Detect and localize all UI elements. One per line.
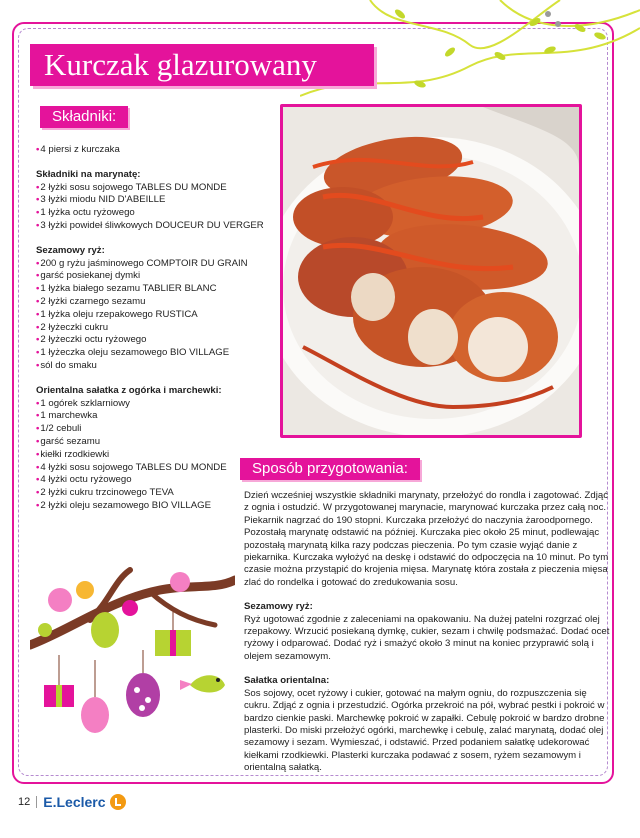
ingredient-item	[36, 449, 268, 462]
ingredient-text: garść posiekanej dymki	[40, 270, 141, 282]
ingredient-item	[36, 436, 268, 449]
ingredient-text: 1 łyżka octu ryżowego	[40, 207, 135, 219]
ingredient-text: 2 łyżeczki octu ryżowego	[40, 334, 147, 346]
method-heading: Sposób przygotowania:	[240, 458, 420, 480]
bullet-icon: •	[36, 321, 40, 333]
method-block-heading: Sezamowy ryż:	[244, 601, 313, 613]
ingredient-item	[36, 334, 268, 347]
ingredient-item	[36, 474, 268, 487]
ingredient-group	[36, 144, 268, 157]
bullet-icon: •	[36, 461, 40, 473]
ingredient-text: 4 łyżki sosu sojowego TABLES DU MONDE	[40, 461, 227, 473]
bullet-icon: •	[36, 194, 40, 206]
ingredient-text: garść sezamu	[40, 435, 101, 447]
ingredient-item	[36, 309, 268, 322]
ingredient-text: 2 łyżki oleju sezamowego BIO VILLAGE	[40, 499, 211, 511]
ingredient-item	[36, 207, 268, 220]
bullet-icon: •	[36, 308, 40, 320]
bullet-icon: •	[36, 397, 40, 409]
ingredient-item	[36, 296, 268, 309]
ingredient-item	[36, 410, 268, 423]
brand-name: E.Leclerc	[43, 794, 106, 810]
ingredient-item	[36, 194, 268, 207]
ingredient-text: 3 łyżki miodu NID D'ABEILLE	[40, 194, 166, 206]
ingredient-item	[36, 182, 268, 195]
ingredient-text: 1 łyżka białego sezamu TABLIER BLANC	[40, 283, 217, 295]
ingredient-text: 1 łyżka oleju rzepakowego RUSTICA	[40, 308, 198, 320]
ingredient-text: 1 łyżeczka oleju sezamowego BIO VILLAGE	[40, 347, 230, 359]
ingredient-text: 200 g ryżu jaśminowego COMPTOIR DU GRAIN	[40, 257, 248, 269]
ingredient-text: 2 łyżki cukru trzcinowego TEVA	[40, 487, 174, 499]
ingredient-text: 2 łyżki sosu sojowego TABLES DU MONDE	[40, 181, 227, 193]
ingredient-item	[36, 283, 268, 296]
bullet-icon: •	[36, 423, 40, 435]
recipe-title: Kurczak glazurowany	[30, 44, 374, 86]
ingredient-item	[36, 144, 268, 157]
ingredient-text: 1 marchewka	[40, 410, 98, 422]
bullet-icon: •	[36, 435, 40, 447]
ingredient-group-heading: Orientalna sałatka z ogórka i marchewki:	[36, 384, 222, 396]
bullet-icon: •	[36, 499, 40, 511]
ingredient-item	[36, 360, 268, 373]
bullet-icon: •	[36, 270, 40, 282]
bullet-icon: •	[36, 474, 40, 486]
bullet-icon: •	[36, 487, 40, 499]
ingredient-item	[36, 500, 268, 513]
ingredient-item	[36, 322, 268, 335]
ingredient-text: 2 łyżki czarnego sezamu	[40, 295, 146, 307]
ingredient-item	[36, 270, 268, 283]
ingredient-item	[36, 258, 268, 271]
ingredient-group	[36, 385, 268, 513]
method-block-text: Sos sojowy, ocet ryżowy i cukier, gotować na małym ogniu, do rozpuszczenia się cukru. Zdjąć z ognia i przestudzić. Ogórka przekroić na pół, wybrać pestki i pokroić w bardzo cienkie paski. Marchewkę pokroić w zapałki. Cebulę pokroić w bardzo drobne plasterki. Do miski przełożyć ogórki, marchewkę i cebulę, zalać marynatą, dodać olej sezamowy i sezam. Wymieszać, i odstawić. Przed podaniem sałatkę udekorować kiełkami rzodkiewki. Plasterki kurczaka podawać z sosem, ryżem sezamowym i orientalną sałatką.	[244, 687, 605, 774]
method-block-text: Dzień wcześniej wszystkie składniki marynaty, przełożyć do rondla i zagotować. Zdjąć z ognia i ostudzić. W przygotowanej marynacie, marynować kurczaka przez całą noc. Piekarnik nagrzać do 190 stopni. Kurczaka przełożyć do naczynia żaroodpornego. Pozostałą marynatę odstawić na później. Kurczaka piec około 25 minut, podlewając pozostałą marynatą kilka razy podczas pieczenia. Po tym czasie wyjąć danie z piekarnika. Kurczaka wyłożyć na deskę i odstawić do odpoczęcia na 10 minut. Po tym czasie można przystąpić do krojenia mięsa. Marynatę która została z pieczenia mięsa zlać do rondelka i gotować do zredukowania sosu.	[244, 490, 609, 588]
bullet-icon: •	[36, 410, 40, 422]
bullet-icon: •	[36, 144, 40, 155]
bullet-icon: •	[36, 283, 40, 295]
method-block-heading: Sałatka orientalna:	[244, 675, 330, 687]
bullet-icon: •	[36, 207, 40, 219]
ingredient-group-heading: Składniki na marynatę:	[36, 168, 141, 180]
dish-photo	[280, 104, 582, 438]
ingredient-item	[36, 462, 268, 475]
ingredient-item	[36, 347, 268, 360]
method-block	[244, 675, 614, 774]
bullet-icon: •	[36, 257, 40, 269]
ingredient-item	[36, 487, 268, 500]
ingredient-text: 4 piersi z kurczaka	[40, 144, 120, 155]
bullet-icon: •	[36, 359, 40, 371]
ingredient-item	[36, 423, 268, 436]
method-block-text: Ryż ugotować zgodnie z zaleceniami na opakowaniu. Na dużej patelni rozgrzać olej rzepakowy. Wrzucić posiekaną dymkę, cukier, sezam i chwilę podsmażać. Dodać ocet ryżowy i odparować. Dodać ryż i smażyć około 3 minut na koniec przyprawić solą i olejem sezamowym.	[244, 613, 610, 662]
ingredient-text: 3 łyżki powideł śliwkowych DOUCEUR DU VERGER	[40, 219, 264, 231]
ingredient-group	[36, 245, 268, 373]
leclerc-logo-icon	[110, 794, 126, 810]
ingredient-group	[36, 169, 268, 233]
bullet-icon: •	[36, 448, 40, 460]
bullet-icon: •	[36, 295, 40, 307]
method-block	[244, 601, 614, 663]
bullet-icon: •	[36, 347, 40, 359]
footer	[18, 790, 126, 814]
ingredient-group-heading: Sezamowy ryż:	[36, 244, 105, 256]
ingredient-text: kiełki rzodkiewki	[40, 448, 110, 460]
ingredient-item	[36, 220, 268, 233]
bullet-icon: •	[36, 334, 40, 346]
method-block	[244, 490, 614, 589]
page-number: 12	[18, 796, 37, 808]
bullet-icon: •	[36, 181, 40, 193]
ingredient-text: sól do smaku	[40, 359, 97, 371]
ingredient-item	[36, 398, 268, 411]
ingredient-text: 1 ogórek szklarniowy	[40, 397, 130, 409]
bullet-icon: •	[36, 219, 40, 231]
ingredient-text: 2 łyżeczki cukru	[40, 321, 109, 333]
ingredients-heading: Składniki:	[40, 106, 128, 128]
ingredients-list	[36, 144, 268, 525]
ingredient-text: 1/2 cebuli	[40, 423, 82, 435]
ingredient-text: 4 łyżki octu ryżowego	[40, 474, 132, 486]
method-steps	[244, 490, 614, 787]
easter-decoration	[30, 560, 235, 735]
